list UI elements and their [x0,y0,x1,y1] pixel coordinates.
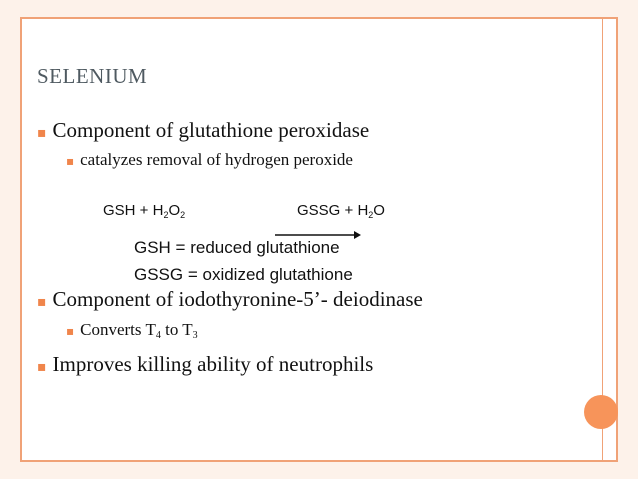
equation-right: GSSG + $H_2O$ [297,202,385,220]
bullet-neutrophils [37,352,373,377]
bullet-icon: ▪​ [37,125,47,141]
bullet-text: Improves killing ability of neutrophils [52,352,374,376]
sub-bullet-converts [66,320,198,341]
decorative-circle [584,395,618,429]
bullet-text: Component of glutathione peroxidase [52,118,370,142]
bullet-text: Component of iodothyronine-5’- deiodinase [52,287,423,311]
bullet-glutathione-peroxidase [37,118,369,143]
bullet-icon: ▪ [37,294,47,310]
definition-gssg: GSSG = oxidized glutathione [134,265,353,284]
bullet-icon: ▪ [66,324,75,338]
definition-gsh: GSH = reduced glutathione [134,238,340,257]
sub-bullet-text: catalyzes removal of hydrogen peroxide [80,150,353,169]
equation-left: GSH + $H_2O_2$ [103,202,186,220]
sub-bullet-catalyzes [66,150,353,170]
bullet-icon: ▪ [37,359,47,375]
bullet-deiodinase [37,287,423,312]
sub-bullet-text: Converts $T_4$ to $T_3$ [80,320,198,341]
bullet-icon: ▪ [66,154,75,168]
slide-title: SELENIUM [37,64,148,88]
